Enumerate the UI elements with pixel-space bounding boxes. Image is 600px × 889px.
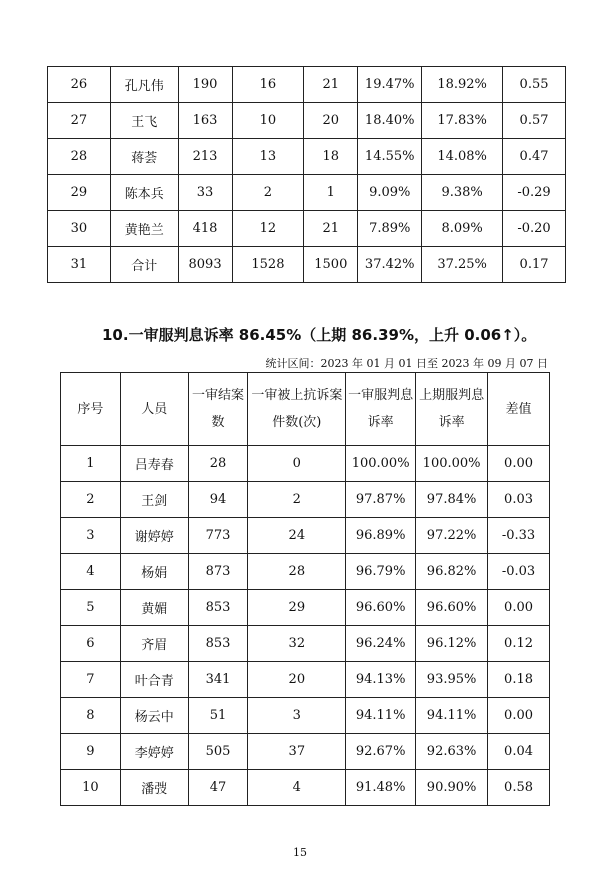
table-cell: 杨娟 bbox=[120, 554, 188, 590]
table-cell: 92.67% bbox=[346, 734, 416, 770]
header-row bbox=[61, 373, 550, 446]
table-cell: 90.90% bbox=[416, 770, 488, 806]
table-cell: 0.47 bbox=[503, 139, 566, 175]
table-cell: 341 bbox=[188, 662, 248, 698]
table-cell: 0.17 bbox=[503, 247, 566, 283]
table-cell: 26 bbox=[48, 67, 111, 103]
table-row bbox=[61, 590, 550, 626]
table-cell: 21 bbox=[304, 211, 358, 247]
table-cell: 黄媚 bbox=[120, 590, 188, 626]
continued-table-body bbox=[48, 67, 566, 283]
table-row bbox=[61, 770, 550, 806]
table-cell: 1528 bbox=[232, 247, 304, 283]
table-row bbox=[48, 175, 566, 211]
table-cell: 李婷婷 bbox=[120, 734, 188, 770]
table-row bbox=[48, 67, 566, 103]
table-cell: 合计 bbox=[110, 247, 178, 283]
table-cell: 97.22% bbox=[416, 518, 488, 554]
table-cell: -0.20 bbox=[503, 211, 566, 247]
table-cell: 0.00 bbox=[488, 590, 550, 626]
table-cell: 213 bbox=[178, 139, 232, 175]
table-cell: 163 bbox=[178, 103, 232, 139]
table-cell: 10 bbox=[61, 770, 121, 806]
table-cell: 96.12% bbox=[416, 626, 488, 662]
table-cell: 8093 bbox=[178, 247, 232, 283]
header-appealed-cases: 一审被上抗诉案件数(次) bbox=[248, 373, 346, 446]
table-cell: 7 bbox=[61, 662, 121, 698]
table-cell: 1500 bbox=[304, 247, 358, 283]
header-acceptance-rate: 一审服判息诉率 bbox=[346, 373, 416, 446]
table-cell: 28 bbox=[48, 139, 111, 175]
table-cell: 13 bbox=[232, 139, 304, 175]
table-cell: 853 bbox=[188, 590, 248, 626]
table-cell: 0.55 bbox=[503, 67, 566, 103]
table-cell: 2 bbox=[232, 175, 304, 211]
table-cell: -0.29 bbox=[503, 175, 566, 211]
table-row bbox=[61, 698, 550, 734]
table-cell: 29 bbox=[248, 590, 346, 626]
table-cell: 93.95% bbox=[416, 662, 488, 698]
table-cell: 4 bbox=[61, 554, 121, 590]
table-cell: 96.24% bbox=[346, 626, 416, 662]
table-cell: 96.79% bbox=[346, 554, 416, 590]
table-cell: 873 bbox=[188, 554, 248, 590]
table-row bbox=[48, 139, 566, 175]
table-cell: 96.60% bbox=[346, 590, 416, 626]
table-cell: 5 bbox=[61, 590, 121, 626]
table-cell: 18 bbox=[304, 139, 358, 175]
table-cell: 47 bbox=[188, 770, 248, 806]
table-cell: 0.04 bbox=[488, 734, 550, 770]
header-index: 序号 bbox=[61, 373, 121, 446]
table-cell: 谢婷婷 bbox=[120, 518, 188, 554]
table-cell: 27 bbox=[48, 103, 111, 139]
table-cell: 18.40% bbox=[358, 103, 422, 139]
table-cell: 853 bbox=[188, 626, 248, 662]
table-row bbox=[48, 211, 566, 247]
table-cell: 24 bbox=[248, 518, 346, 554]
table-cell: 8.09% bbox=[422, 211, 503, 247]
first-instance-acceptance-table bbox=[60, 372, 550, 806]
table-row bbox=[61, 554, 550, 590]
table-cell: 2 bbox=[248, 482, 346, 518]
table-cell: 91.48% bbox=[346, 770, 416, 806]
table-cell: 9 bbox=[61, 734, 121, 770]
table-cell: 0.03 bbox=[488, 482, 550, 518]
table-cell: 37.25% bbox=[422, 247, 503, 283]
table-cell: 0.00 bbox=[488, 698, 550, 734]
table-cell: 齐眉 bbox=[120, 626, 188, 662]
table-cell: 19.47% bbox=[358, 67, 422, 103]
table-cell: 100.00% bbox=[346, 446, 416, 482]
table-cell: 96.82% bbox=[416, 554, 488, 590]
header-previous-rate: 上期服判息诉率 bbox=[416, 373, 488, 446]
table-cell: 28 bbox=[188, 446, 248, 482]
table-cell: 100.00% bbox=[416, 446, 488, 482]
table-row bbox=[61, 446, 550, 482]
table-cell: 杨云中 bbox=[120, 698, 188, 734]
table-cell: -0.33 bbox=[488, 518, 550, 554]
table-cell: 孔凡伟 bbox=[110, 67, 178, 103]
statistics-range: 统计区间：2023 年 01 月 01 日至 2023 年 09 月 07 日 bbox=[265, 357, 548, 370]
table-cell: 0.58 bbox=[488, 770, 550, 806]
page-number: 15 bbox=[293, 846, 307, 859]
table-cell: 8 bbox=[61, 698, 121, 734]
table-cell: 14.08% bbox=[422, 139, 503, 175]
table-row bbox=[61, 662, 550, 698]
table-cell: 97.87% bbox=[346, 482, 416, 518]
table-cell: 0.57 bbox=[503, 103, 566, 139]
table-cell: 黄艳兰 bbox=[110, 211, 178, 247]
table-cell: 陈本兵 bbox=[110, 175, 178, 211]
table-cell: 18.92% bbox=[422, 67, 503, 103]
table-cell: 0.00 bbox=[488, 446, 550, 482]
table-row bbox=[61, 734, 550, 770]
table-row bbox=[61, 518, 550, 554]
table-cell: 0.18 bbox=[488, 662, 550, 698]
table-cell: 9.38% bbox=[422, 175, 503, 211]
header-difference: 差值 bbox=[488, 373, 550, 446]
table-cell: 叶合青 bbox=[120, 662, 188, 698]
header-cases-closed: 一审结案数 bbox=[188, 373, 248, 446]
main-table-body bbox=[61, 446, 550, 806]
table-cell: 94 bbox=[188, 482, 248, 518]
table-cell: 1 bbox=[304, 175, 358, 211]
table-cell: 97.84% bbox=[416, 482, 488, 518]
table-cell: 吕寿春 bbox=[120, 446, 188, 482]
table-cell: 96.89% bbox=[346, 518, 416, 554]
table-cell: 28 bbox=[248, 554, 346, 590]
table-cell: 94.13% bbox=[346, 662, 416, 698]
table-cell: 418 bbox=[178, 211, 232, 247]
table-cell: 12 bbox=[232, 211, 304, 247]
table-cell: 37 bbox=[248, 734, 346, 770]
table-cell: 3 bbox=[248, 698, 346, 734]
table-cell: 16 bbox=[232, 67, 304, 103]
table-cell: 20 bbox=[248, 662, 346, 698]
table-cell: 29 bbox=[48, 175, 111, 211]
table-cell: 蒋荟 bbox=[110, 139, 178, 175]
table-cell: 30 bbox=[48, 211, 111, 247]
table-cell: 20 bbox=[304, 103, 358, 139]
table-cell: 6 bbox=[61, 626, 121, 662]
table-cell: 王剑 bbox=[120, 482, 188, 518]
table-cell: 190 bbox=[178, 67, 232, 103]
table-cell: 32 bbox=[248, 626, 346, 662]
table-cell: 7.89% bbox=[358, 211, 422, 247]
table-cell: 10 bbox=[232, 103, 304, 139]
continued-ranking-table bbox=[47, 66, 566, 283]
table-cell: 37.42% bbox=[358, 247, 422, 283]
table-header bbox=[61, 373, 550, 446]
table-row bbox=[48, 247, 566, 283]
table-cell: 51 bbox=[188, 698, 248, 734]
table-cell: 2 bbox=[61, 482, 121, 518]
table-cell: 17.83% bbox=[422, 103, 503, 139]
table-cell: 773 bbox=[188, 518, 248, 554]
table-cell: 4 bbox=[248, 770, 346, 806]
table-cell: 王飞 bbox=[110, 103, 178, 139]
table-cell: 9.09% bbox=[358, 175, 422, 211]
table-cell: 31 bbox=[48, 247, 111, 283]
section-heading: 10.一审服判息诉率 86.45%（上期 86.39%，上升 0.06↑）。 bbox=[102, 326, 537, 344]
table-row bbox=[61, 482, 550, 518]
table-cell: 潘弢 bbox=[120, 770, 188, 806]
table-cell: 1 bbox=[61, 446, 121, 482]
table-row bbox=[48, 103, 566, 139]
table-cell: 33 bbox=[178, 175, 232, 211]
table-cell: 505 bbox=[188, 734, 248, 770]
table-cell: 96.60% bbox=[416, 590, 488, 626]
table-cell: 14.55% bbox=[358, 139, 422, 175]
table-cell: 0 bbox=[248, 446, 346, 482]
table-cell: 94.11% bbox=[346, 698, 416, 734]
table-cell: 0.12 bbox=[488, 626, 550, 662]
table-cell: 3 bbox=[61, 518, 121, 554]
table-cell: 21 bbox=[304, 67, 358, 103]
table-cell: 92.63% bbox=[416, 734, 488, 770]
header-person: 人员 bbox=[120, 373, 188, 446]
table-cell: 94.11% bbox=[416, 698, 488, 734]
table-cell: -0.03 bbox=[488, 554, 550, 590]
table-row bbox=[61, 626, 550, 662]
